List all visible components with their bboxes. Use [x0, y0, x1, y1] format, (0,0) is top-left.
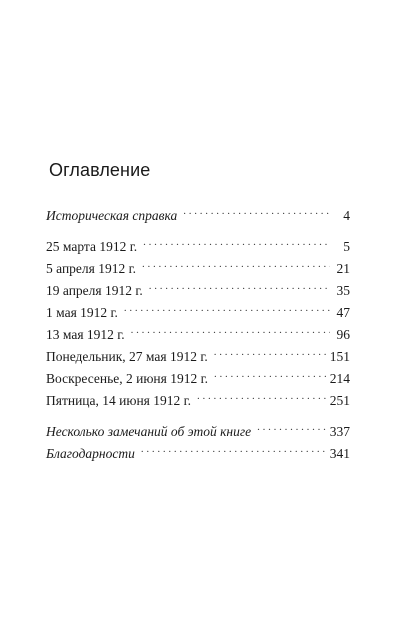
toc-entry-page: 214: [329, 371, 350, 386]
toc-entry: [46, 365, 350, 386]
toc-entry-title: Понедельник, 27 мая 1912 г.: [46, 349, 208, 364]
toc-entry-page: 47: [336, 305, 350, 320]
toc-entry-title: Историческая справка: [46, 208, 178, 223]
toc-entry: [46, 440, 350, 461]
toc-entry: [46, 321, 350, 342]
dot-leader: [197, 387, 326, 405]
toc-entry: [46, 299, 350, 320]
toc-entry-page: 251: [329, 393, 350, 408]
dot-leader: [124, 299, 330, 317]
toc-entry: [46, 387, 350, 408]
toc-entry-page: 5: [343, 239, 350, 254]
toc-entry: [46, 202, 350, 223]
dot-leader: [214, 343, 326, 361]
toc-entry-title: 5 апреля 1912 г.: [46, 261, 136, 276]
toc-entry-page: 341: [329, 446, 350, 461]
toc-entry: [46, 277, 350, 298]
toc-entry-page: 96: [336, 327, 350, 342]
toc-entry-page: 151: [329, 349, 350, 364]
toc-entry-title: Несколько замечаний об этой книге: [46, 424, 252, 439]
toc-entry-title: 13 мая 1912 г.: [46, 327, 125, 342]
toc-entry-title: Пятница, 14 июня 1912 г.: [46, 393, 192, 408]
dot-leader: [183, 202, 330, 220]
toc-heading: Оглавление: [49, 160, 151, 180]
toc-entry-page: 337: [329, 424, 350, 439]
toc-entry: [46, 418, 350, 439]
toc-entry: [46, 343, 350, 364]
dot-leader: [143, 233, 330, 251]
toc-entry-page: 4: [343, 208, 350, 223]
dot-leader: [214, 365, 326, 383]
toc-entry-page: 21: [336, 261, 350, 276]
dot-leader: [142, 255, 330, 273]
toc-entry: [46, 255, 350, 276]
dot-leader: [149, 277, 330, 295]
toc-entry-page: 35: [336, 283, 350, 298]
toc-entry-title: Воскресенье, 2 июня 1912 г.: [46, 371, 208, 386]
dot-leader: [131, 321, 330, 339]
toc-entry-title: 25 марта 1912 г.: [46, 239, 138, 254]
toc-entry: [46, 233, 350, 254]
toc-entry-title: 19 апреля 1912 г.: [46, 283, 143, 298]
toc-entry-title: Благодарности: [46, 446, 135, 461]
dot-leader: [141, 440, 326, 458]
dot-leader: [257, 418, 326, 436]
toc-entry-title: 1 мая 1912 г.: [46, 305, 118, 320]
